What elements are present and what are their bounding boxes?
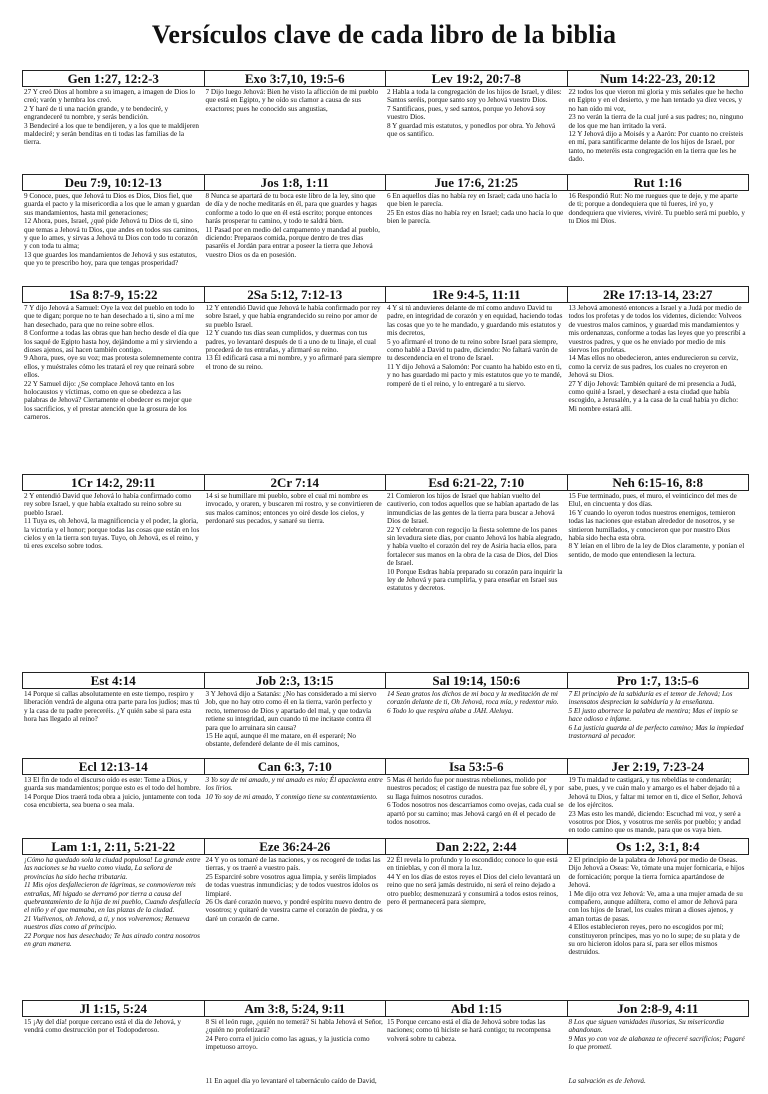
verse-cells [22,855,748,998]
book-reference-header: Job 2:3, 13:15 [204,672,387,689]
book-reference-header: Jue 17:6, 21:25 [385,174,568,191]
verse-text: 19 Tu maldad te castigará, y tus rebeldías te condenarán; sabe, pues, y ve cuán malo y amargo es el haber dejado tú a Jehová tu Dios, y faltar mi temor en ti, dice el Señor, Jehová de los ejércitos. 23 Mas esto les mandé, diciendo: Escuchad mi voz, y seré a vosotros por Dios, y vosotros me seréis por pueblo; y andad en todo camino que os mande, para que os vaya bien. [568,776,743,835]
verse-text: 8 Los que siguen vanidades ilusorias, Su misericordia abandonan. 9 Mas yo con voz de alabanza te ofreceré sacrificios; Pagaré lo que prometí. La salvación es de Jehová. [568,1018,745,1085]
book-row [22,672,748,756]
book-reference-header: Jos 1:8, 1:11 [204,174,387,191]
verse-text: 3 Yo soy de mi amado, y mi amado es mío; Él apacienta entre los lirios. 10 Yo soy de mi amado, Y conmigo tiene su contentamiento. [205,776,383,801]
verse-text: 13 El fin de todo el discurso oído es este: Teme a Dios, y guarda sus mandamientos; porque esto es el todo del hombre. 14 Porque Dios traerá toda obra a juicio, juntamente con toda cosa encubierta, sea buena o sea mala. [24,776,201,810]
book-headers [22,474,748,491]
book-reference-header: Jl 1:15, 5:24 [22,1000,205,1017]
book-headers [22,758,748,775]
book-reference-header: Can 6:3, 7:10 [204,758,387,775]
book-reference-header: Os 1:2, 3:1, 8:4 [567,838,750,855]
verse-text: 21 Comieron los hijos de Israel que habían vuelto del cautiverio, con todos aquellos que se habían apartado de las inmundicias de las gentes de la tierra para buscar a Jehová Dios de Israel. 22 Y celebraron con regocijo la fiesta solemne de los panes sin levadura siete días, por cuanto Jehová los había alegrado, y había vuelto el corazón del rey de Asiria hacia ellos, para fortalecer sus manos en la obra de la casa de Dios, del Dios de Israel. 10 Porque Esdras había preparado su corazón para inquirir la ley de Jehová y para cumplirla, y para enseñar en Israel sus estatutos y decretos. [387,492,563,593]
book-reference-header: Abd 1:15 [385,1000,568,1017]
verse-cells [22,491,748,594]
book-reference-header: 1Cr 14:2, 29:11 [22,474,205,491]
verse-text: 2 Y entendió David que Jehová lo había confirmado como rey sobre Israel, y que había exaltado su reino sobre su pueblo Israel. 11 Tuya es, oh Jehová, la magnificencia y el poder, la gloria, la victoria y el honor; porque todas las cosas que están en los cielos y en la tierra son tuyas. Tuyo, oh Jehová, es el reino, y tú eres excelso sobre todos. [24,492,200,551]
book-reference-header: 1Re 9:4-5, 11:11 [385,286,568,303]
book-reference-header: Gen 1:27, 12:2-3 [22,70,205,87]
verse-cells [22,87,748,172]
verse-text: 7 El principio de la sabiduría es el temor de Jehová; Los insensatos desprecian la sabiduría y la enseñanza. 5 El justo aborrece la palabra de mentira; Mas el impío se hace odioso e infame. 6 La justicia guarda al de perfecto camino; Mas la impiedad trastornará al pecador. [568,690,744,741]
book-reference-header: Esd 6:21-22, 7:10 [385,474,568,491]
book-row [22,70,748,172]
book-row [22,1000,748,1094]
book-reference-header: Neh 6:15-16, 8:8 [567,474,750,491]
verse-text: 4 Y si tú anduvieres delante de mí como anduvo David tu padre, en integridad de corazón y en equidad, haciendo todas las cosas que yo te he mandado, y guardando mis estatutos y mis decretos, 5 yo afirmaré el trono de tu reino sobre Israel para siempre, como hablé a David tu padre, diciendo: No faltará varón de tu descendencia en el trono de Israel. 11 Y dijo Jehová a Salomón: Por cuanto ha habido esto en ti, y no has guardado mi pacto y mis estatutos que yo te mandé, romperé de ti el reino, y lo entregaré a tu siervo. [387,304,563,388]
verse-text: 2 Habla a toda la congregación de los hijos de Israel, y diles: Santos seréis, porque santo soy yo Jehová vuestro Dios. 7 Santificaos, pues, y sed santos, porque yo Jehová soy vuestro Dios. 8 Y guardad mis estatutos, y ponedlos por obra. Yo Jehová que os santifico. [387,88,562,139]
book-row [22,838,748,998]
verse-text: 27 Y creó Dios al hombre a su imagen, a imagen de Dios lo creó; varón y hembra los creó. 2 Y haré de ti una nación grande, y te bendeciré, y engrandeceré tu nombre, y serás bendición. 3 Bendeciré a los que te bendijeren, y a los que te maldijeren maldeciré; y serán benditas en ti todas las familias de la tierra. [24,88,200,147]
book-reference-header: Exo 3:7,10, 19:5-6 [204,70,387,87]
verse-text: 16 Respondió Rut: No me ruegues que te deje, y me aparte de ti; porque a dondequiera que tú fueres, iré yo, y dondequiera que vivieres, viviré. Tu pueblo será mi pueblo, y tu Dios mi Dios. [568,192,745,226]
verse-text: 3 Y Jehová dijo a Satanás: ¿No has considerado a mi siervo Job, que no hay otro como él en la tierra, varón perfecto y recto, temeroso de Dios y apartado del mal, y que todavía retiene su integridad, aun cuando tú me incitaste contra él para que lo arruinara sin causa? 15 He aquí, aunque él me matare, en él esperaré; No obstante, defenderé delante de él mis caminos, [205,690,377,749]
book-headers [22,174,748,191]
verse-text: 24 Y yo os tomaré de las naciones, y os recogeré de todas las tierras, y os traeré a vuestro país. 25 Esparciré sobre vosotros agua limpia, y seréis limpiados de todas vuestras inmundicias; y de todos vuestros ídolos os limpiaré. 26 Os daré corazón nuevo, y pondré espíritu nuevo dentro de vosotros; y quitaré de vuestra carne el corazón de piedra, y os daré un corazón de carne. [205,856,383,923]
book-headers [22,672,748,689]
verse-text: 2 El principio de la palabra de Jehová por medio de Oseas. Dijo Jehová a Oseas: Ve, tómate una mujer fornicaria, e hijos de fornicación; porque la tierra fornica apartándose de Jehová. 1 Me dijo otra vez Jehová: Ve, ama a una mujer amada de su compañero, aunque adúltera, como el amor de Jehová para con los hijos de Israel, los cuales miran a dioses ajenos, y aman tortas de pasas. 4 Ellos establecieron reyes, pero no escogidos por mí; constituyeron príncipes, mas yo no lo supe; de su plata y de su oro hicieron ídolos para sí, para ser ellos mismos destruidos. [568,856,745,957]
book-reference-header: Am 3:8, 5:24, 9:11 [204,1000,387,1017]
verse-text: 22 Él revela lo profundo y lo escondido; conoce lo que está en tinieblas, y con él mora la luz. 44 Y en los días de estos reyes el Dios del cielo levantará un reino que no será jamás destruido, ni será el reino dejado a otro pueblo; desmenuzará y consumirá a todos estos reinos, pero él permanecerá para siempre, [387,856,561,907]
book-headers [22,1000,748,1017]
book-reference-header: Jon 2:8-9, 4:11 [567,1000,750,1017]
verse-text: 5 Mas él herido fue por nuestras rebeliones, molido por nuestros pecados; el castigo de nuestra paz fue sobre él, y por su llaga fuimos nosotros curados. 6 Todos nosotros nos descarriamos como ovejas, cada cual se apartó por su camino; mas Jehová cargó en él el pecado de todos nosotros. [387,776,564,827]
book-headers [22,838,748,855]
verse-cells [22,191,748,284]
book-reference-header: Sal 19:14, 150:6 [385,672,568,689]
book-reference-header: Eze 36:24-26 [204,838,387,855]
verse-text: 7 Dijo luego Jehová: Bien he visto la aflicción de mi pueblo que está en Egipto, y he oído su clamor a causa de sus exactores; pues he conocido sus angustias, [205,88,379,113]
book-reference-header: 2Sa 5:12, 7:12-13 [204,286,387,303]
verse-text: 6 En aquellos días no había rey en Israel; cada uno hacía lo que bien le parecía. 25 En estos días no había rey en Israel; cada uno hacía lo que bien le parecía. [387,192,564,226]
book-reference-header: Est 4:14 [22,672,205,689]
verse-cells [22,689,748,756]
book-reference-header: Pro 1:7, 13:5-6 [567,672,750,689]
verse-text: ¡Cómo ha quedado sola la ciudad populosa! La grande entre las naciones se ha vuelto como viuda, La señora de provincias ha sido hecha tributaria. 11 Mis ojos desfallecieron de lágrimas, se conmovieron mis entrañas, Mi hígado se derramó por tierra a causa del quebrantamiento de la hija de mi pueblo, Cuando desfallecía el niño y el que mamaba, en las plazas de la ciudad. 21 Vuélvenos, oh Jehová, a ti, y nos volveremos; Renueva nuestros días como al principio. 22 Porque nos has desechado; Te has airado contra nosotros en gran manera. [24,856,201,949]
verse-text: 14 Porque si callas absolutamente en este tiempo, respiro y liberación vendrá de alguna otra parte para los judíos; mas tú y la casa de tu padre pereceréis. ¿Y quién sabe si para esta hora has llegado al reino? [24,690,200,724]
book-reference-header: 2Re 17:13-14, 23:27 [567,286,750,303]
verse-text: 15 Porque cercano está el día de Jehová sobre todas las naciones; como tú hiciste se hará contigo; tu recompensa volverá sobre tu cabeza. [387,1018,551,1043]
verse-text: 8 Si el león ruge, ¿quién no temerá? Si habla Jehová el Señor, ¿quién no profetizará? 24 Pero corra el juicio como las aguas, y la justicia como impetuoso arroyo. 11 En aquel día yo levantaré el tabernáculo caído de David, [205,1018,383,1085]
verse-text: 22 todos los que vieron mi gloria y mis señales que he hecho en Egipto y en el desierto, y me han tentado ya diez veces, y no han oído mi voz, 23 no verán la tierra de la cual juré a sus padres; no, ninguno de los que me han irritado la verá. 12 Y Jehová dijo a Moisés y a Aarón: Por cuanto no creísteis en mí, para santificarme delante de los hijos de Israel, por tanto, no meteréis esta congregación en la tierra que les he dado. [568,88,744,164]
verse-text: 13 Jehová amonestó entonces a Israel y a Judá por medio de todos los profetas y de todos los videntes, diciendo: Volveos de vuestros malos caminos, y guardad mis mandamientos y mis ordenanzas, conforme a todas las leyes que yo prescribí a vuestros padres, y que os he enviado por medio de mis siervos los profetas. 14 Mas ellos no obedecieron, antes endurecieron su cerviz, como la cerviz de sus padres, los cuales no creyeron en Jehová su Dios. 27 Y dijo Jehová: También quitaré de mi presencia a Judá, como quité a Israel, y desecharé a esta ciudad que había escogido, a Jerusalén, y a la casa de la cual había yo dicho: Mi nombre estará allí. [568,304,746,413]
verse-text: 7 Y dijo Jehová a Samuel: Oye la voz del pueblo en todo lo que te digan; porque no te han desechado a ti, sino a mí me han desechado, para que no reine sobre ellos. 8 Conforme a todas las obras que han hecho desde el día que los saqué de Egipto hasta hoy, dejándome a mí y sirviendo a dioses ajenos, así hacen también contigo. 9 Ahora, pues, oye su voz; mas protesta solemnemente contra ellos, y muéstrales cómo les tratará el rey que reinará sobre ellos. 22 Y Samuel dijo: ¿Se complace Jehová tanto en los holocaustos y víctimas, como en que se obedezca a las palabras de Jehová? Ciertamente el obedecer es mejor que los sacrificios, y el prestar atención que la grosura de los carneros. [24,304,202,422]
verse-text: 15 Fue terminado, pues, el muro, el veinticinco del mes de Elul, en cincuenta y dos días. 16 Y cuando lo oyeron todos nuestros enemigos, temieron todas las naciones que estaban alrededor de nosotros, y se sintieron humillados, y conocieron que por nuestro Dios había sido hecha esta obra. 8 Y leían en el libro de la ley de Dios claramente, y ponían el sentido, de modo que entendiesen la lectura. [568,492,745,559]
verse-text: 12 Y entendió David que Jehová le había confirmado por rey sobre Israel, y que había engrandecido su reino por amor de su pueblo Israel. 12 Y cuando tus días sean cumplidos, y duermas con tus padres, yo levantaré después de ti a uno de tu linaje, el cual procederá de tus entrañas, y afirmaré su reino. 13 Él edificará casa a mi nombre, y yo afirmaré para siempre el trono de su reino. [205,304,382,371]
book-headers [22,286,748,303]
book-reference-header: Lam 1:1, 2:11, 5:21-22 [22,838,205,855]
verse-cells [22,303,748,472]
book-reference-header: Dan 2:22, 2:44 [385,838,568,855]
book-reference-header: Rut 1:16 [567,174,750,191]
verse-text: 14 si se humillare mi pueblo, sobre el cual mi nombre es invocado, y oraren, y buscaren mi rostro, y se convirtieren de sus malos caminos; entonces yo oiré desde los cielos, y perdonaré sus pecados, y sanaré su tierra. [205,492,382,526]
verse-text: 14 Sean gratos los dichos de mi boca y la meditación de mi corazón delante de ti, Oh Jehová, roca mía, y redentor mío. 6 Todo lo que respira alabe a JAH. Aleluya. [387,690,559,715]
verse-text: 8 Nunca se apartará de tu boca este libro de la ley, sino que de día y de noche meditarás en él, para que guardes y hagas conforme a todo lo que en él está escrito; porque entonces harás prosperar tu camino, y todo te saldrá bien. 11 Pasad por en medio del campamento y mandad al pueblo, diciendo: Preparaos comida, porque dentro de tres días pasaréis el Jordán para entrar a poseer la tierra que Jehová vuestro Dios os da en posesión. [205,192,380,259]
book-reference-header: 2Cr 7:14 [204,474,387,491]
verse-cells [22,775,748,836]
book-row [22,174,748,284]
book-headers [22,70,748,87]
book-reference-header: Jer 2:19, 7:23-24 [567,758,750,775]
verse-cells [22,1017,748,1094]
book-reference-header: 1Sa 8:7-9, 15:22 [22,286,205,303]
book-reference-header: Ecl 12:13-14 [22,758,205,775]
book-reference-header: Deu 7:9, 10:12-13 [22,174,205,191]
book-row [22,758,748,836]
verse-text: 15 ¡Ay del día! porque cercano está el día de Jehová, y vendrá como destrucción por el Todopoderoso. [24,1018,182,1035]
book-reference-header: Lev 19:2, 20:7-8 [385,70,568,87]
book-row [22,474,748,594]
book-reference-header: Isa 53:5-6 [385,758,568,775]
verse-text: 9 Conoce, pues, que Jehová tu Dios es Dios, Dios fiel, que guarda el pacto y la misericordia a los que le aman y guardan sus mandamientos, hasta mil generaciones; 12 Ahora, pues, Israel, ¿qué pide Jehová tu Dios de ti, sino que temas a Jehová tu Dios, que andes en todos sus caminos, y que lo ames, y sirvas a Jehová tu Dios con todo tu corazón y con toda tu alma; 13 que guardes los mandamientos de Jehová y sus estatutos, que yo te prescribo hoy, para que tengas prosperidad? [24,192,201,268]
page-title: Versículos clave de cada libro de la biblia [151,20,617,49]
book-row [22,286,748,472]
book-reference-header: Num 14:22-23, 20:12 [567,70,750,87]
